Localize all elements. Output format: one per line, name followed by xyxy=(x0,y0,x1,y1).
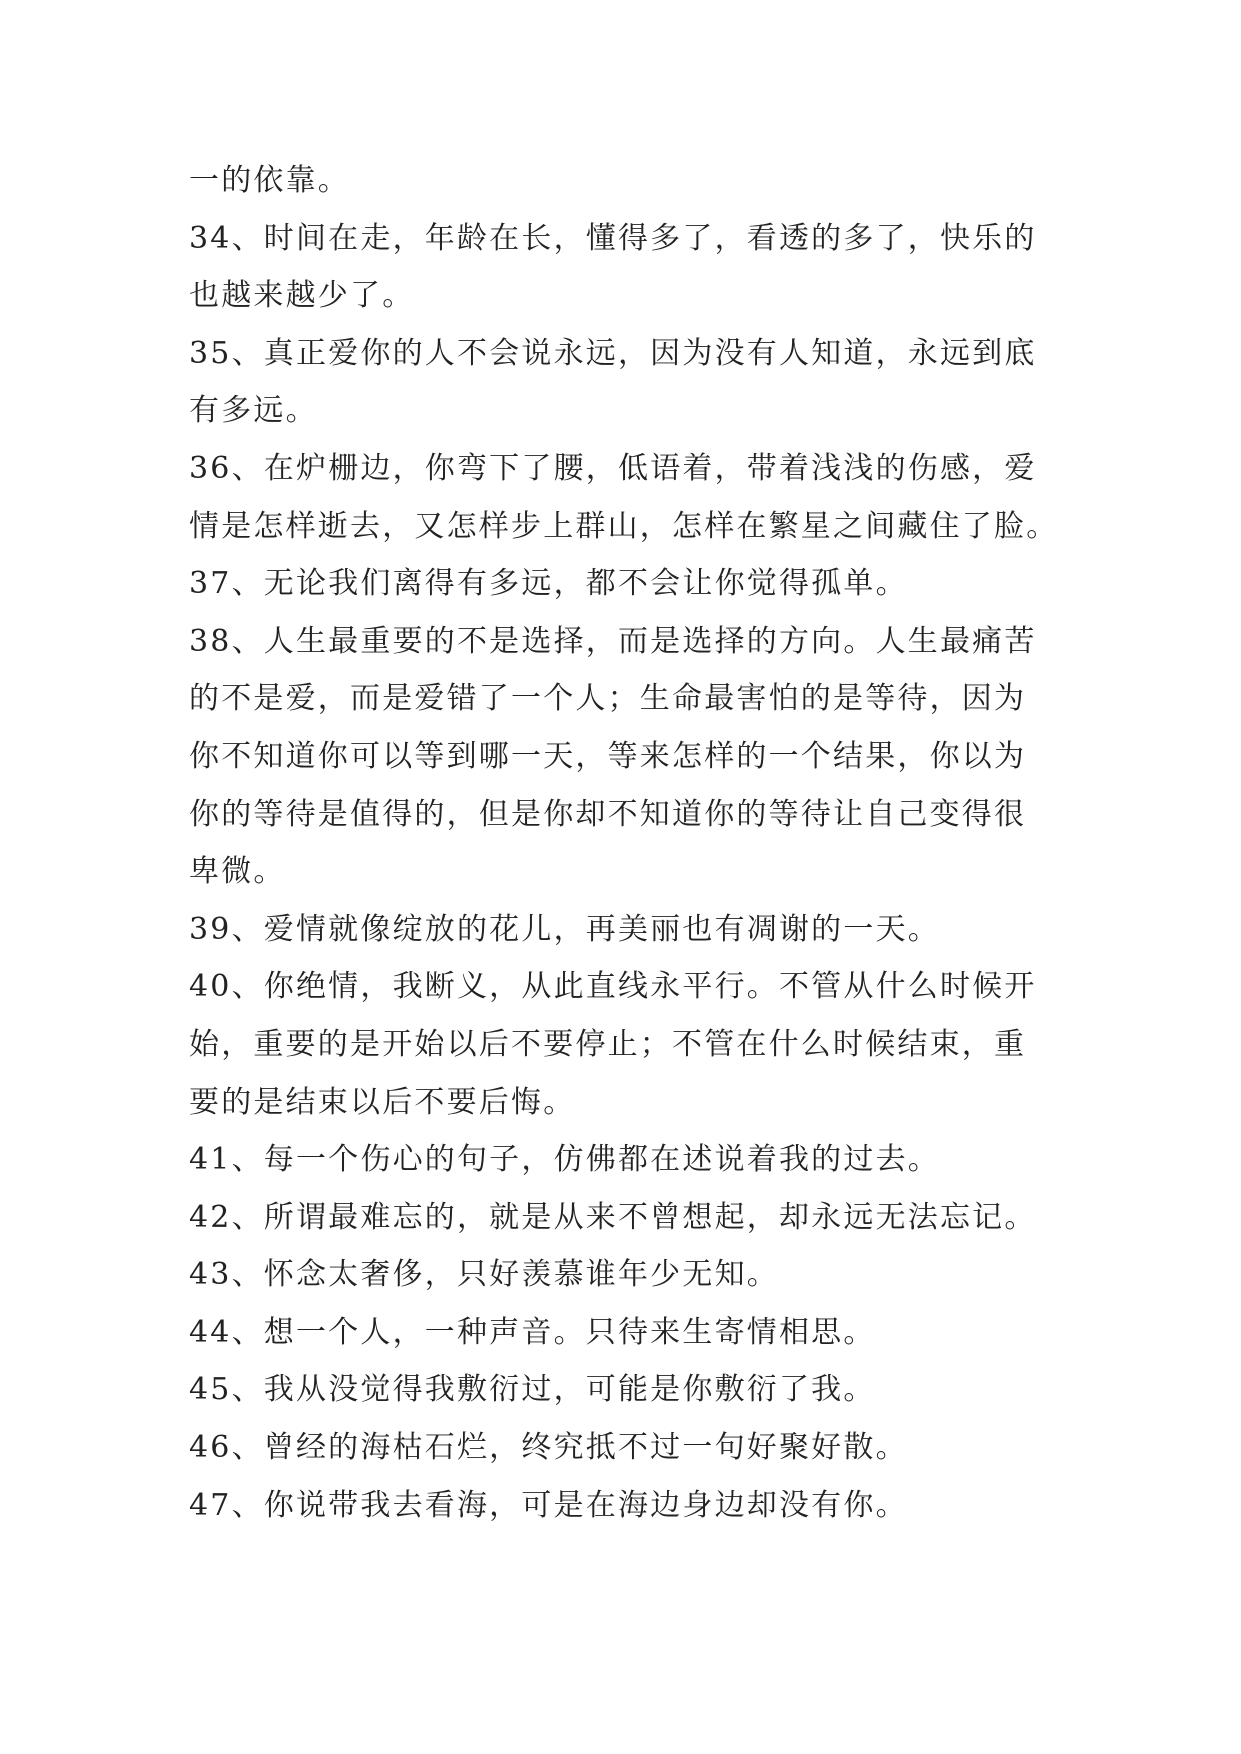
text-line: 40、你绝情，我断义，从此直线永平行。不管从什么时候开 xyxy=(189,969,1037,1005)
text-line: 情是怎样逝去，又怎样步上群山，怎样在繁星之间藏住了脸。 xyxy=(189,508,1059,544)
text-line: 要的是结束以后不要后悔。 xyxy=(189,1084,576,1120)
text-line: 45、我从没觉得我敷衍过，可能是你敷衍了我。 xyxy=(189,1372,876,1408)
text-line: 也越来越少了。 xyxy=(189,278,415,314)
document-body xyxy=(189,152,1069,1534)
text-line: 35、真正爱你的人不会说永远，因为没有人知道，永远到底 xyxy=(189,335,1037,371)
text-line: 41、每一个伤心的句子，仿佛都在述说着我的过去。 xyxy=(189,1142,940,1178)
text-line: 36、在炉栅边，你弯下了腰，低语着，带着浅浅的伤感，爱 xyxy=(189,450,1037,486)
text-line: 的不是爱，而是爱错了一个人；生命最害怕的是等待，因为 xyxy=(189,681,1027,717)
text-line: 34、时间在走，年龄在长，懂得多了，看透的多了，快乐的 xyxy=(189,220,1037,256)
text-line: 有多远。 xyxy=(189,393,318,429)
text-line: 39、爱情就像绽放的花儿，再美丽也有凋谢的一天。 xyxy=(189,911,940,947)
text-line: 一的依靠。 xyxy=(189,163,350,198)
text-line: 42、所谓最难忘的，就是从来不曾想起，却永远无法忘记。 xyxy=(189,1199,1037,1235)
text-line: 卑微。 xyxy=(189,854,286,890)
text-line: 46、曾经的海枯石烂，终究抵不过一句好聚好散。 xyxy=(189,1430,908,1466)
text-line: 37、无论我们离得有多远，都不会让你觉得孤单。 xyxy=(189,566,908,602)
text-line: 44、想一个人，一种声音。只待来生寄情相思。 xyxy=(189,1314,876,1350)
text-line: 始，重要的是开始以后不要停止；不管在什么时候结束，重 xyxy=(189,1026,1027,1062)
text-line: 你的等待是值得的，但是你却不知道你的等待让自己变得很 xyxy=(189,796,1027,832)
text-line: 38、人生最重要的不是选择，而是选择的方向。人生最痛苦 xyxy=(189,623,1037,659)
text-line: 你不知道你可以等到哪一天，等来怎样的一个结果，你以为 xyxy=(189,738,1027,774)
text-line: 43、怀念太奢侈，只好羡慕谁年少无知。 xyxy=(189,1257,779,1293)
text-line: 47、你说带我去看海，可是在海边身边却没有你。 xyxy=(189,1487,908,1523)
